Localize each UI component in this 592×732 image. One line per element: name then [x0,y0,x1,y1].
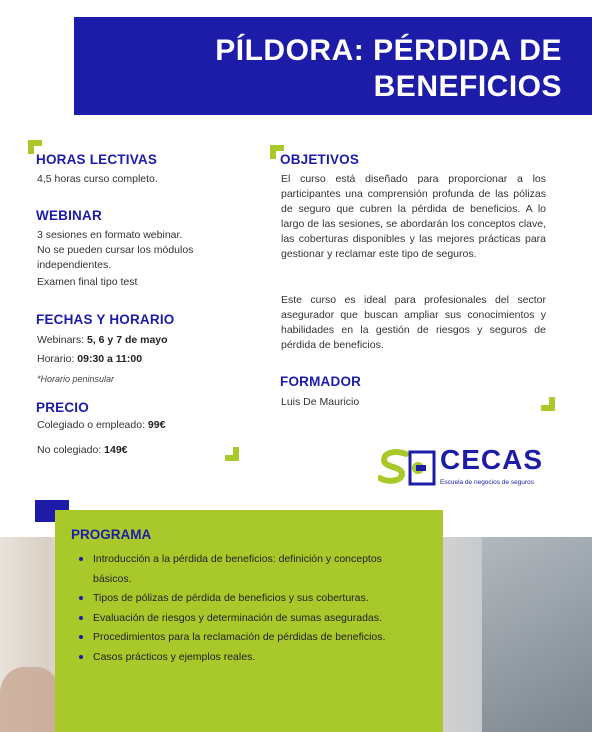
webinar-line: independientes. [37,259,112,271]
formador-name: Luis De Mauricio [281,396,360,408]
page-title-line2: BENEFICIOS [373,70,562,103]
fechas-heading: FECHAS Y HORARIO [36,312,175,327]
objetivos-para2: Este curso es ideal para profesionales del sector asegurador que buscan ampliar sus conocimientos y habilidades en la gestión de riesgos y seguros de pérdida de beneficios. [281,294,546,351]
list-item: Procedimientos para la reclamación de pérdidas de beneficios. [77,628,422,648]
precio-heading: PRECIO [36,400,89,415]
fechas-horario [37,352,142,367]
webinar-heading: WEBINAR [36,208,102,223]
precio-colegiado-label: Colegiado o empleado: [37,419,148,431]
cecas-logo [378,444,553,492]
precio-colegiado-value: 99€ [147,419,166,431]
corner-bracket-icon [541,397,555,411]
cecas-logo-subtitle: Escuela de negocios de seguros [440,479,534,486]
horas-heading: HORAS LECTIVAS [36,152,158,167]
title-banner [74,17,592,115]
fechas-horario-label: Horario: [37,353,78,365]
precio-no-colegiado [37,443,128,458]
fechas-horario-value: 09:30 a 11:00 [77,353,143,365]
fechas-webinars-value: 5, 6 y 7 de mayo [87,334,168,346]
list-item: Introducción a la pérdida de beneficios: definición y conceptos básicos. [77,550,422,589]
photo-shape [0,667,60,732]
programa-list [77,550,422,667]
horas-text: 4,5 horas curso completo. [37,173,158,185]
page-title-line1: PÍLDORA: PÉRDIDA DE [215,34,562,67]
horario-note: *Horario peninsular [37,374,115,384]
cecas-logo-icon [378,448,438,488]
precio-colegiado [37,418,165,433]
list-item: Casos prácticos y ejemplos reales. [77,648,422,668]
programa-box [55,510,443,732]
webinar-line: 3 sesiones en formato webinar. [37,229,183,241]
list-item: Evaluación de riesgos y determinación de sumas aseguradas. [77,609,422,629]
fechas-webinars [37,333,168,348]
corner-bracket-icon [225,447,239,461]
cecas-logo-text: CECAS [440,444,544,475]
photo-shape [482,537,592,732]
objetivos-para1: El curso está diseñado para proporcionar a los participantes una comprensión profunda de las pólizas de seguro que cubren la pérdida de beneficios. A lo largo de las sesiones, se abordarán los conceptos clave, las coberturas disponibles y las mejores prácticas para gestionar y reclamar este tipo de seguros. [281,173,546,260]
list-item: Tipos de pólizas de pérdida de beneficios y sus coberturas. [77,589,422,609]
formador-heading: FORMADOR [280,374,362,389]
objetivos-heading: OBJETIVOS [280,152,360,167]
webinar-line: No se pueden cursar los módulos [37,244,194,256]
programa-heading: PROGRAMA [71,527,152,542]
precio-no-colegiado-label: No colegiado: [37,444,105,456]
precio-no-colegiado-value: 149€ [104,444,128,456]
fechas-webinars-label: Webinars: [37,334,87,346]
webinar-line: Examen final tipo test [37,276,138,288]
